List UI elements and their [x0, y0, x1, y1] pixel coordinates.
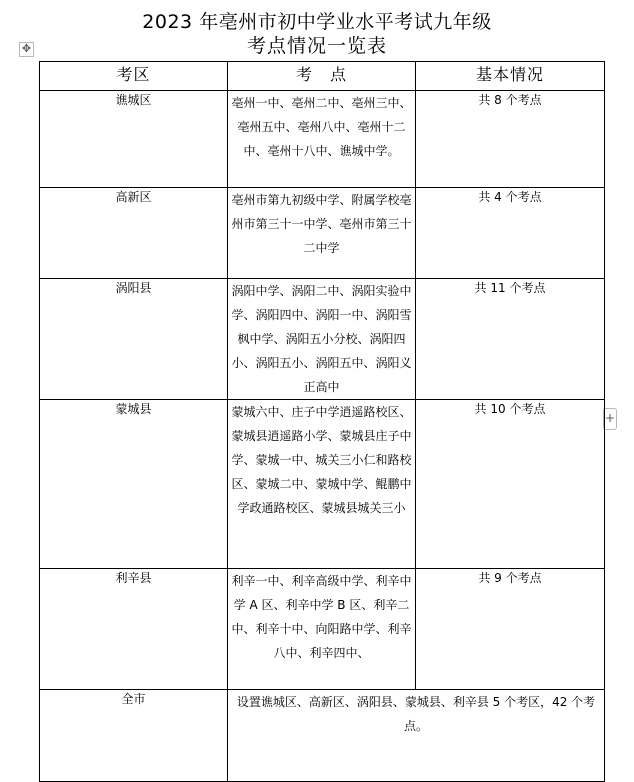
district-cell: 高新区	[40, 188, 228, 279]
header-exam-site: 考 点	[228, 62, 416, 91]
document-title-line2: 考点情况一览表	[246, 35, 387, 57]
table-header-row	[40, 62, 605, 91]
district-cell: 涡阳县	[40, 279, 228, 400]
schools-cell: 蒙城六中、庄子中学逍遥路校区、蒙城县逍遥路小学、蒙城县庄子中学、蒙城一中、城关三小仁和路校区、蒙城二中、蒙城中学、鲲鹏中学政通路校区、蒙城县城关三小	[228, 400, 416, 569]
table-move-handle-icon[interactable]: ✥	[19, 42, 34, 57]
table-row	[40, 91, 605, 188]
summary-cell: 共 4 个考点	[416, 188, 605, 279]
total-row	[40, 690, 605, 782]
total-text-cell: 设置谯城区、高新区、涡阳县、蒙城县、利辛县 5 个考区，42 个考点。	[228, 690, 605, 782]
district-cell: 谯城区	[40, 91, 228, 188]
schools-cell: 亳州一中、亳州二中、亳州三中、亳州五中、亳州八中、亳州十二中、亳州十八中、谯城中学。	[228, 91, 416, 188]
summary-cell: 共 9 个考点	[416, 569, 605, 690]
exam-site-table	[39, 61, 605, 782]
schools-cell: 亳州市第九初级中学、附属学校亳州市第三十一中学、亳州市第三十二中学	[228, 188, 416, 279]
add-column-handle-icon[interactable]: +	[603, 408, 617, 430]
schools-cell: 涡阳中学、涡阳二中、涡阳实验中学、涡阳四中、涡阳一中、涡阳雪枫中学、涡阳五小分校、涡阳四小、涡阳五小、涡阳五中、涡阳义正高中	[228, 279, 416, 400]
summary-cell: 共 11 个考点	[416, 279, 605, 400]
table-row	[40, 188, 605, 279]
schools-cell: 利辛一中、利辛高级中学、利辛中学 A 区、利辛中学 B 区、利辛二中、利辛十中、向阳路中学、利辛八中、利辛四中、	[228, 569, 416, 690]
district-cell: 蒙城县	[40, 400, 228, 569]
table-row	[40, 279, 605, 400]
table-row	[40, 569, 605, 690]
summary-cell: 共 8 个考点	[416, 91, 605, 188]
district-cell: 利辛县	[40, 569, 228, 690]
summary-cell: 共 10 个考点	[416, 400, 605, 569]
document-title-line1: 2023 年亳州市初中学业水平考试九年级	[142, 11, 492, 33]
header-district: 考区	[40, 62, 228, 91]
total-district-cell: 全市	[40, 690, 228, 782]
table-row	[40, 400, 605, 569]
header-summary: 基本情况	[416, 62, 605, 91]
